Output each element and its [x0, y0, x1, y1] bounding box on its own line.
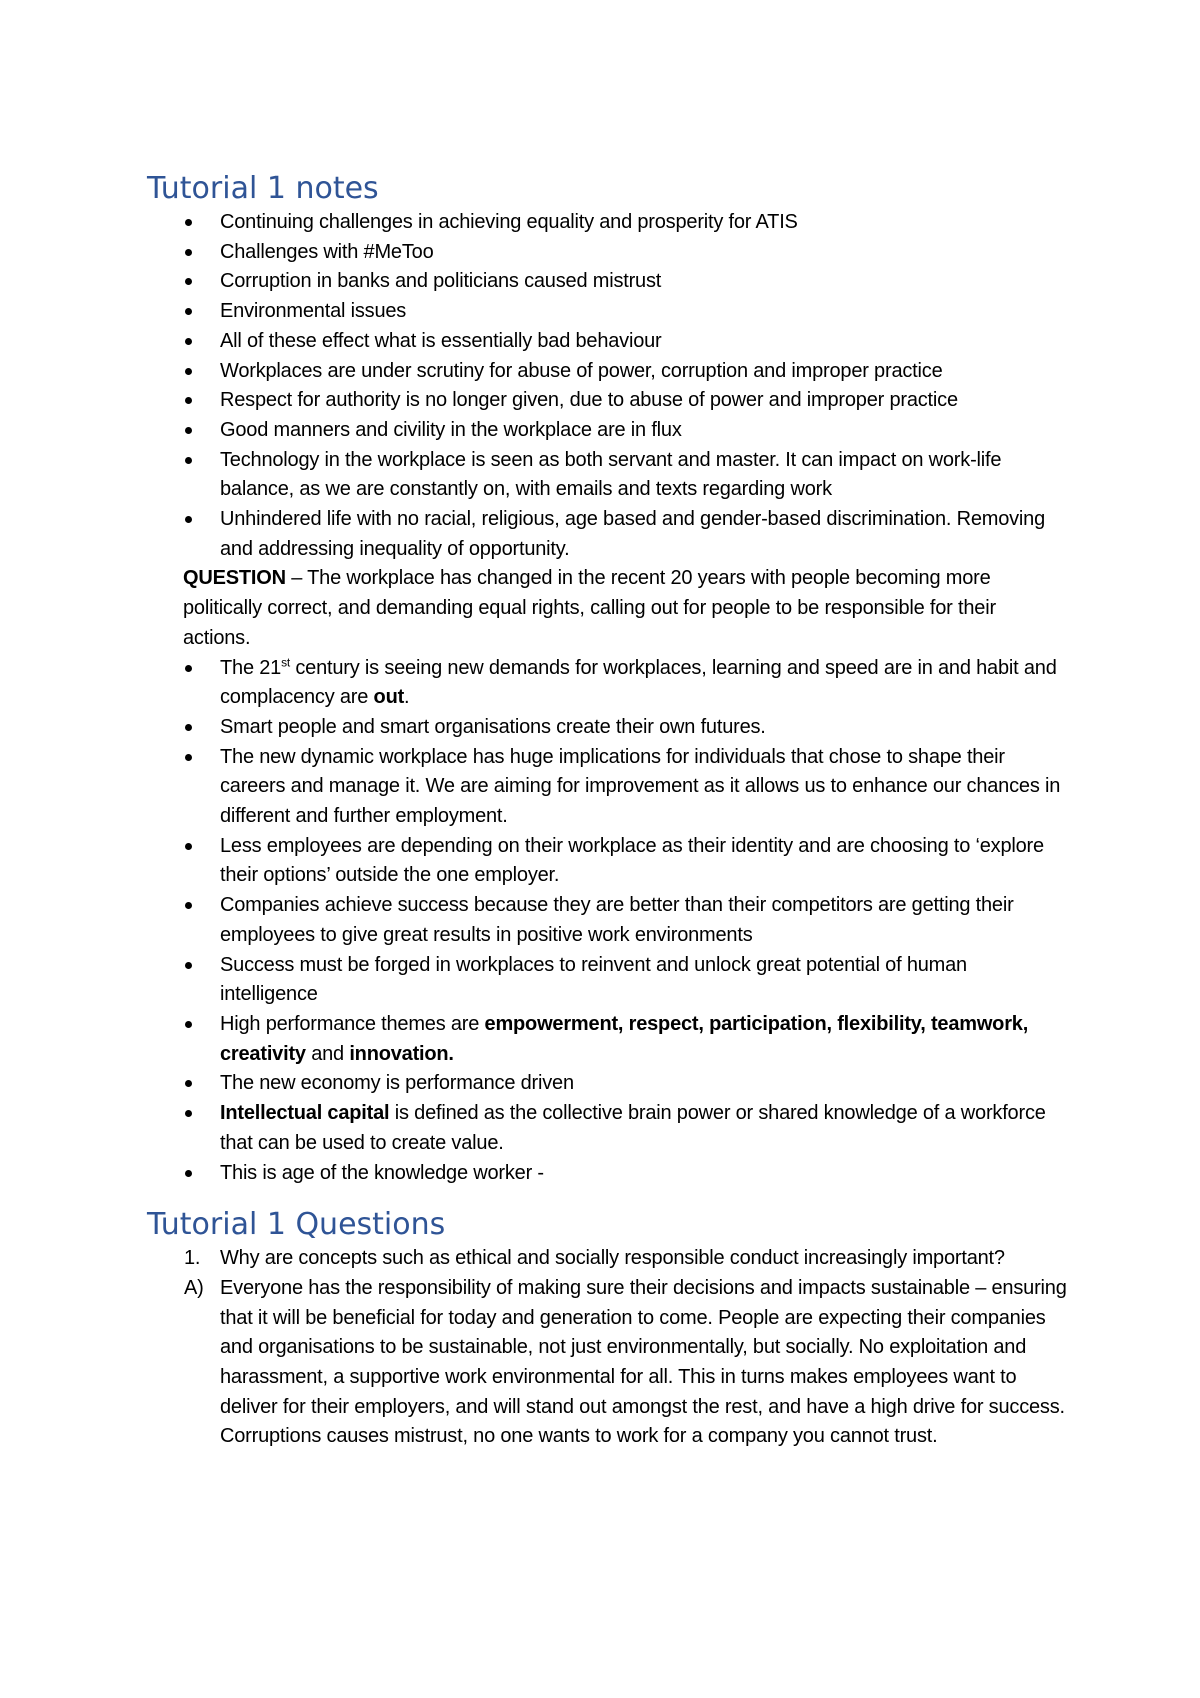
- bullet-icon: [185, 902, 192, 909]
- bullet-icon: [185, 308, 192, 315]
- notes-heading: Tutorial 1 notes: [147, 171, 379, 206]
- bullet-icon: [185, 427, 192, 434]
- bullet-icon: [185, 754, 192, 761]
- list-item: Respect for authority is no longer given, due to abuse of power and improper practice: [147, 386, 1067, 416]
- list-item: Success must be forged in workplaces to reinvent and unlock great potential of human intelligence: [147, 951, 1067, 1010]
- bullet-icon: [185, 843, 192, 850]
- bullet-icon: [185, 368, 192, 375]
- bullet-icon: [185, 338, 192, 345]
- bullet-icon: [185, 278, 192, 285]
- list-item: 1. Why are concepts such as ethical and socially responsible conduct increasingly important?: [147, 1244, 1067, 1274]
- questions-list: [147, 1244, 1067, 1452]
- list-item: Technology in the workplace is seen as both servant and master. It can impact on work-life balance, as we are constantly on, with emails and texts regarding work: [147, 446, 1067, 505]
- bullet-icon: [185, 249, 192, 256]
- list-item: This is age of the knowledge worker -: [147, 1159, 1067, 1189]
- list-item: All of these effect what is essentially bad behaviour: [147, 327, 1067, 357]
- list-item: The new dynamic workplace has huge implications for individuals that chose to shape their careers and manage it. We are aiming for improvement as it allows us to enhance our chances in different and further employment.: [147, 743, 1067, 832]
- list-item: Continuing challenges in achieving equality and prosperity for ATIS: [147, 208, 1067, 238]
- bullet-icon: [185, 516, 192, 523]
- bullet-icon: [185, 665, 192, 672]
- list-item: Less employees are depending on their workplace as their identity and are choosing to ‘explore their options’ outside the one employer.: [147, 832, 1067, 891]
- question-paragraph: [147, 564, 1067, 653]
- list-item: Intellectual capital is defined as the collective brain power or shared knowledge of a workforce that can be used to create value.: [147, 1099, 1067, 1158]
- list-item: The new economy is performance driven: [147, 1069, 1067, 1099]
- bullet-icon: [185, 1021, 192, 1028]
- notes-bullet-list-b: [147, 654, 1067, 1189]
- question-text: – The workplace has changed in the recent 20 years with people becoming more politically correct, and demanding equal rights, calling out for people to be responsible for their actions.: [183, 567, 996, 649]
- notes-bullet-list-a: [147, 208, 1067, 564]
- list-item: Environmental issues: [147, 297, 1067, 327]
- bullet-icon: [185, 724, 192, 731]
- questions-heading: Tutorial 1 Questions: [147, 1207, 446, 1243]
- list-item: Smart people and smart organisations create their own futures.: [147, 713, 1067, 743]
- bullet-icon: [185, 219, 192, 226]
- bullet-icon: [185, 962, 192, 969]
- list-item: The 21st century is seeing new demands for workplaces, learning and speed are in and habit and complacency are out.: [147, 654, 1067, 713]
- list-item: Corruption in banks and politicians caused mistrust: [147, 267, 1067, 297]
- question-label: QUESTION: [183, 567, 286, 590]
- list-item: Workplaces are under scrutiny for abuse of power, corruption and improper practice: [147, 357, 1067, 387]
- list-marker: A): [184, 1276, 204, 1299]
- list-item: Companies achieve success because they are better than their competitors are getting their employees to give great results in positive work environments: [147, 891, 1067, 950]
- list-item: Good manners and civility in the workplace are in flux: [147, 416, 1067, 446]
- list-item: A) Everyone has the responsibility of making sure their decisions and impacts sustainable – ensuring that it will be beneficial for today and generation to come. People are expecting their companies and organisations to be sustainable, not just environmentally, but socially. No exploitation and harassment, a supportive work environmental for all. This in turns makes employees want to deliver for their employers, and will stand out amongst the rest, and have a high drive for success. Corruptions causes mistrust, no one wants to work for a company you cannot trust.: [147, 1274, 1067, 1452]
- list-item: High performance themes are empowerment, respect, participation, flexibility, teamwork, creativity and innovation.: [147, 1010, 1067, 1069]
- bullet-icon: [185, 1080, 192, 1087]
- document-content: [147, 170, 1067, 1452]
- list-marker: 1.: [184, 1247, 201, 1270]
- list-item: Challenges with #MeToo: [147, 238, 1067, 268]
- bullet-icon: [185, 457, 192, 464]
- bullet-icon: [185, 397, 192, 404]
- bullet-icon: [185, 1110, 192, 1117]
- list-item: Unhindered life with no racial, religious, age based and gender-based discrimination. Removing and addressing inequality of opportunity.: [147, 505, 1067, 564]
- bullet-icon: [185, 1170, 192, 1177]
